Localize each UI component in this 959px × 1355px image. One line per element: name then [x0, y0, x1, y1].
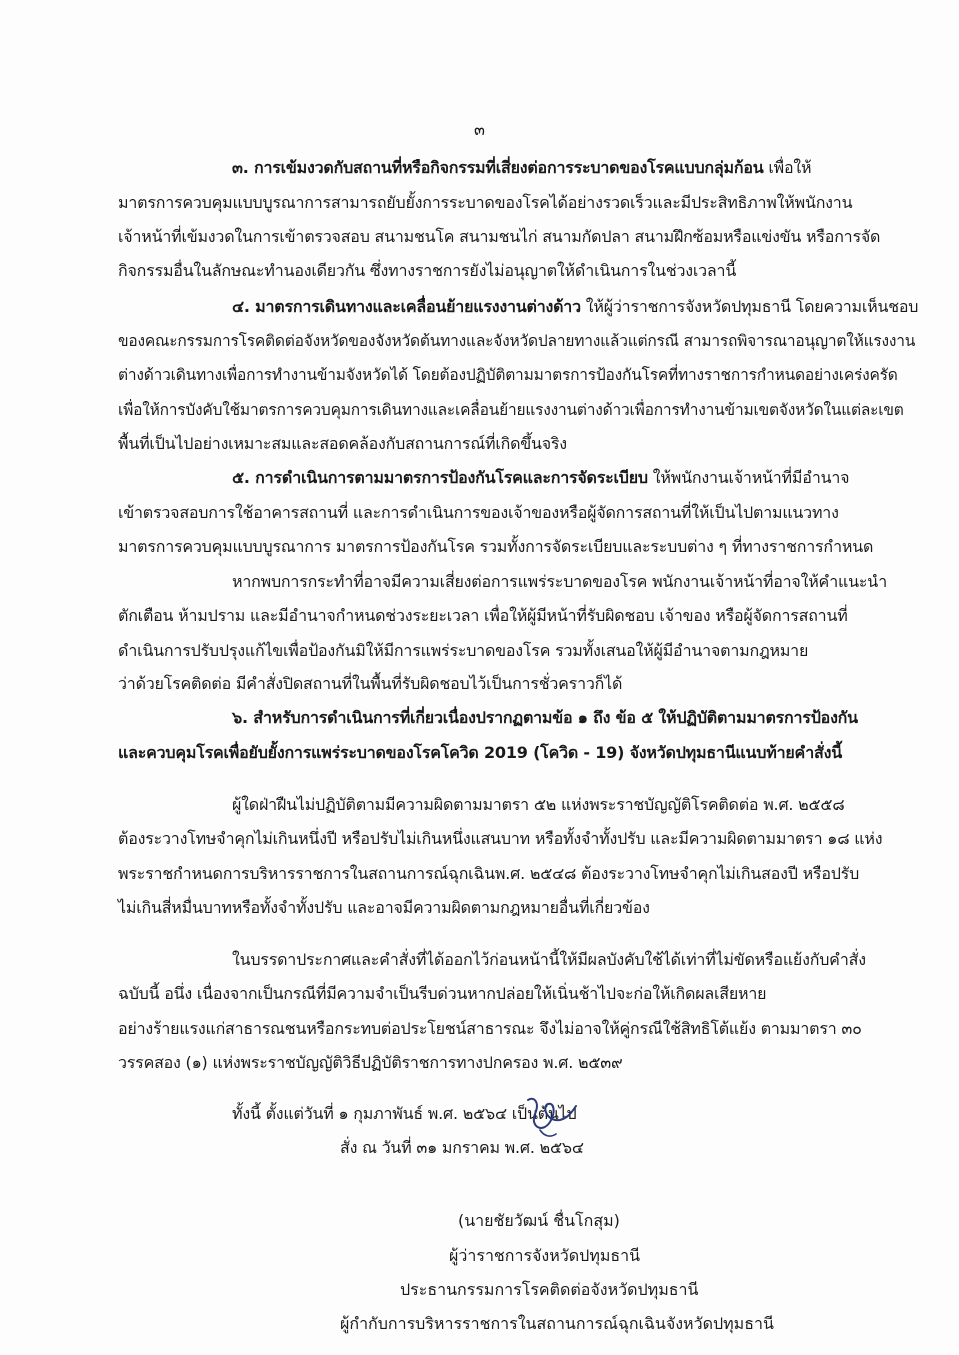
section-5-p2-line-1: หากพบการกระทำที่อาจมีความเสี่ยงต่อการแพร่ระบาดของโรค พนักงานเจ้าหน้าที่อาจให้คำแนะนำ	[232, 572, 888, 591]
section-3-line-2: มาตรการควบคุมแบบบูรณาการสามารถยับยั้งการระบาดของโรคได้อย่างรวดเร็วและมีประสิทธิภาพให้พนักงาน	[118, 193, 853, 212]
penalty-line-3: พระราชกำหนดการบริหารราชการในสถานการณ์ฉุกเฉินพ.ศ. ๒๕๔๘ ต้องระวางโทษจำคุกไม่เกินสองปี หรือปรับ	[118, 864, 860, 883]
section-5-line-1	[232, 467, 849, 489]
section-5-line-3: มาตรการควบคุมแบบบูรณาการ มาตรการป้องกันโรค รวมทั้งการจัดระเบียบและระบบต่าง ๆ ที่ทางราชการกำหนด	[118, 537, 874, 556]
effective-date: ทั้งนี้ ตั้งแต่วันที่ ๑ กุมภาพันธ์ พ.ศ. ๒๕๖๔ เป็นต้นไป	[232, 1104, 577, 1123]
section-5-heading: ๕. การดำเนินการตามมาตรการป้องกันโรคและการจัดระเบียบ	[232, 468, 648, 487]
section-4-line-1	[232, 296, 918, 318]
section-5-p2-line-3: ดำเนินการปรับปรุงแก้ไขเพื่อป้องกันมิให้มีการแพร่ระบาดของโรค รวมทั้งเสนอให้ผู้มีอำนาจตามกฎหมาย	[118, 641, 809, 660]
signatory-title-2: ประธานกรรมการโรคติดต่อจังหวัดปทุมธานี	[400, 1280, 699, 1299]
signatory-title-1: ผู้ว่าราชการจังหวัดปทุมธานี	[449, 1246, 641, 1265]
section-4-line-3: ต่างด้าวเดินทางเพื่อการทำงานข้ามจังหวัดได้ โดยต้องปฏิบัติตามมาตรการป้องกันโรคที่ทางราชการกำหนดอย่างเคร่งครัด	[118, 366, 898, 384]
section-3-heading: ๓. การเข้มงวดกับสถานที่หรือกิจกรรมที่เสี่ยงต่อการระบาดของโรคแบบกลุ่มก้อน	[232, 158, 764, 177]
section-3-line-4: กิจกรรมอื่นในลักษณะทำนองเดียวกัน ซึ่งทางราชการยังไม่อนุญาตให้ดำเนินการในช่วงเวลานี้	[118, 261, 737, 280]
section-3-line-1	[232, 157, 811, 179]
section-3-line-1-tail: เพื่อให้	[768, 158, 812, 177]
section-6-line-2: และควบคุมโรคเพื่อยับยั้งการแพร่ระบาดของโรคโควิด 2019 (โควิด - 19) จังหวัดปทุมธานีแนบท้ายคำสั่งนี้	[118, 743, 842, 762]
repeal-line-1: ในบรรดาประกาศและคำสั่งที่ได้ออกไว้ก่อนหน้านี้ให้มีผลบังคับใช้ได้เท่าที่ไม่ขัดหรือแย้งกับคำสั่ง	[232, 950, 866, 969]
handwritten-signature	[520, 1092, 580, 1142]
penalty-line-4: ไม่เกินสี่หมื่นบาทหรือทั้งจำทั้งปรับ และอาจมีความผิดตามกฎหมายอื่นที่เกี่ยวข้อง	[118, 898, 650, 917]
penalty-line-1: ผู้ใดฝ่าฝืนไม่ปฏิบัติตามมีความผิดตามมาตรา ๕๒ แห่งพระราชบัญญัติโรคติดต่อ พ.ศ. ๒๕๕๘	[232, 795, 845, 814]
section-3-line-3: เจ้าหน้าที่เข้มงวดในการเข้าตรวจสอบ สนามชนโค สนามชนไก่ สนามกัดปลา สนามฝึกซ้อมหรือแข่งขัน หรือการจัด	[118, 227, 881, 246]
penalty-line-2: ต้องระวางโทษจำคุกไม่เกินหนึ่งปี หรือปรับไม่เกินหนึ่งแสนบาท หรือทั้งจำทั้งปรับ และมีความผิดตามมาตรา ๑๘ แห่ง	[118, 829, 883, 848]
section-4-line-2: ของคณะกรรมการโรคติดต่อจังหวัดของจังหวัดต้นทางและจังหวัดปลายทางแล้วแต่กรณี สามารถพิจารณาอนุญาตให้แรงงาน	[118, 332, 916, 350]
section-4-line-5: พื้นที่เป็นไปอย่างเหมาะสมและสอดคล้องกับสถานการณ์ที่เกิดขึ้นจริง	[118, 434, 567, 453]
signatory-title-3: ผู้กำกับการบริหารราชการในสถานการณ์ฉุกเฉินจังหวัดปทุมธานี	[340, 1314, 774, 1333]
order-date: สั่ง ณ วันที่ ๓๑ มกราคม พ.ศ. ๒๕๖๔	[340, 1138, 584, 1157]
page-number: ๓	[474, 120, 485, 139]
section-4-heading: ๔. มาตรการเดินทางและเคลื่อนย้ายแรงงานต่างด้าว	[232, 297, 581, 316]
section-5-line-2: เข้าตรวจสอบการใช้อาคารสถานที่ และการดำเนินการของเจ้าของหรือผู้จัดการสถานที่ให้เป็นไปตามแนวทาง	[118, 503, 839, 522]
signatory-name: (นายชัยวัฒน์ ชื่นโกสุม)	[458, 1211, 620, 1230]
section-5-p2-line-2: ตักเตือน ห้ามปราม และมีอำนาจกำหนดช่วงระยะเวลา เพื่อให้ผู้มีหน้าที่รับผิดชอบ เจ้าของ หรือผู้จัดการสถานที่	[118, 606, 848, 625]
section-5-line-1-tail: ให้พนักงานเจ้าหน้าที่มีอำนาจ	[652, 468, 850, 487]
section-6-line-1: ๖. สำหรับการดำเนินการที่เกี่ยวเนื่องปรากฏตามข้อ ๑ ถึง ข้อ ๕ ให้ปฏิบัติตามมาตรการป้องกัน	[232, 708, 858, 727]
section-4-line-4: เพื่อให้การบังคับใช้มาตรการควบคุมการเดินทางและเคลื่อนย้ายแรงงานต่างด้าวเพื่อการทำงานข้ามเขตจังหวัดในแต่ละเขต	[118, 401, 904, 419]
section-5-p2-line-4: ว่าด้วยโรคติดต่อ มีคำสั่งปิดสถานที่ในพื้นที่รับผิดชอบไว้เป็นการชั่วคราวก็ได้	[118, 674, 623, 693]
repeal-line-4: วรรคสอง (๑) แห่งพระราชบัญญัติวิธีปฏิบัติราชการทางปกครอง พ.ศ. ๒๕๓๙	[118, 1053, 623, 1072]
repeal-line-2: ฉบับนี้ อนึ่ง เนื่องจากเป็นกรณีที่มีความจำเป็นรีบด่วนหากปล่อยให้เนิ่นช้าไปจะก่อให้เกิดผลเสียหาย	[118, 984, 767, 1003]
section-4-line-1-tail: ให้ผู้ว่าราชการจังหวัดปทุมธานี โดยความเห็นชอบ	[585, 297, 919, 316]
repeal-line-3: อย่างร้ายแรงแก่สาธารณชนหรือกระทบต่อประโยชน์สาธารณะ จึงไม่อาจให้คู่กรณีใช้สิทธิโต้แย้ง ตามมาตรา ๓๐	[118, 1019, 862, 1038]
